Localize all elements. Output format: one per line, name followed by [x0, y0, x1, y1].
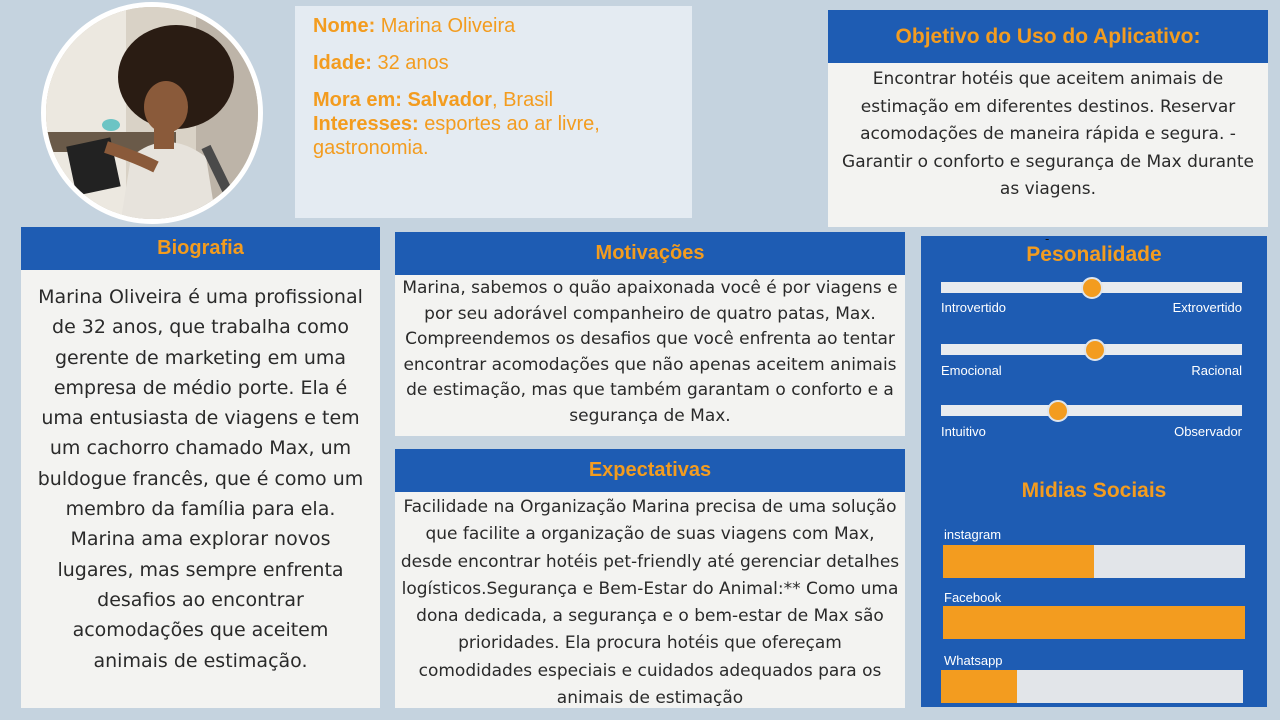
objective-header — [828, 10, 1268, 63]
profile-info-card — [295, 6, 692, 218]
social-bar-fill — [943, 545, 1094, 578]
objective-card — [828, 63, 1268, 227]
expectations-title: Expectativas — [588, 459, 712, 481]
interests-value: esportes ao ar livre, gastronomia. — [313, 113, 600, 159]
trait-slider-knob[interactable] — [1047, 400, 1069, 422]
trait-left-label: Introvertido — [941, 300, 1007, 315]
biography-title: Biografia — [157, 237, 244, 259]
name-row — [313, 14, 674, 38]
age-value: 32 anos — [377, 52, 449, 74]
social-label: Whatsapp — [944, 653, 1003, 668]
trait-right-label: Extrovertido — [1172, 300, 1242, 315]
social-title: Midias Sociais — [1021, 479, 1167, 502]
social-bar — [943, 606, 1245, 639]
social-bar — [943, 545, 1245, 578]
social-bar-fill — [943, 606, 1245, 639]
social-label: instagram — [944, 527, 1002, 542]
expectations-card — [395, 492, 905, 708]
expectations-header — [395, 449, 905, 492]
trait-right-label: Racional — [1191, 363, 1242, 378]
motivations-title: Motivações — [595, 242, 705, 264]
trait-slider-knob[interactable] — [1084, 339, 1106, 361]
expectations-text: Facilidade na Organização Marina precisa de uma solução que facilite a organização de suas viagens com Max, desde encontrar hotéis pet-friendly até gerenciar detalhes logísticos.Segurança e Bem-Estar do Animal:** Como uma dona dedicada, a segurança e o bem-estar de Max são prioridades. Ela procura hotéis que ofereçam comodidades especiais e cuidados adequados para os animais de estimação — [400, 497, 900, 708]
age-row — [313, 51, 674, 75]
personality-panel — [921, 232, 1267, 707]
name-value: Marina Oliveira — [380, 15, 516, 37]
biography-header — [21, 227, 380, 270]
trait-left-label: Intuitivo — [941, 424, 986, 439]
title-dash: - — [1045, 232, 1050, 246]
trait-right-label: Observador — [1174, 424, 1242, 439]
city-label: Mora em: — [313, 89, 402, 111]
name-label: Nome: — [313, 15, 376, 37]
motivations-card — [395, 275, 905, 436]
motivations-header — [395, 232, 905, 275]
personality-title: Pesonalidade — [1026, 243, 1162, 266]
age-label: Idade: — [313, 52, 372, 74]
social-bar-fill — [941, 670, 1017, 703]
avatar — [41, 2, 263, 224]
interests-row — [313, 112, 674, 160]
trait-left-label: Emocional — [941, 363, 1002, 378]
biography-text: Marina Oliveira é uma profissional de 32 anos, que trabalha como gerente de marketing em uma empresa de médio porte. Ela é uma entusiasta de viagens e tem um cachorro chamado Max, um buldogue francês, que é como um membro da família para ela. Marina ama explorar novos lugares, mas sempre enfrenta desafios ao encontrar acomodações que aceitem animais de estimação. — [37, 286, 364, 672]
interests-label: Interesses: — [313, 113, 419, 135]
trait-slider-knob[interactable] — [1081, 277, 1103, 299]
social-label: Facebook — [944, 590, 1002, 605]
profile-photo — [46, 7, 258, 219]
trait-track — [941, 405, 1242, 416]
objective-text: Encontrar hotéis que aceitem animais de estimação em diferentes destinos. Reservar acomodações de maneira rápida e segura. - Garantir o conforto e segurança de Max durante as viagens. — [842, 69, 1254, 199]
country-value: , Brasil — [491, 89, 554, 111]
social-bar — [941, 670, 1243, 703]
city-row — [313, 88, 674, 112]
motivations-text: Marina, sabemos o quão apaixonada você é por viagens e por seu adorável companheiro de quatro patas, Max. Compreendemos os desafios que você enfrenta ao tentar encontrar acomodações que não apenas aceitem animais de estimação, mas que também garantam o conforto e a segurança de Max. — [402, 278, 898, 426]
objective-title: Objetivo do Uso do Aplicativo: — [895, 25, 1201, 48]
city-value: Salvador — [407, 89, 492, 111]
biography-card — [21, 270, 380, 708]
